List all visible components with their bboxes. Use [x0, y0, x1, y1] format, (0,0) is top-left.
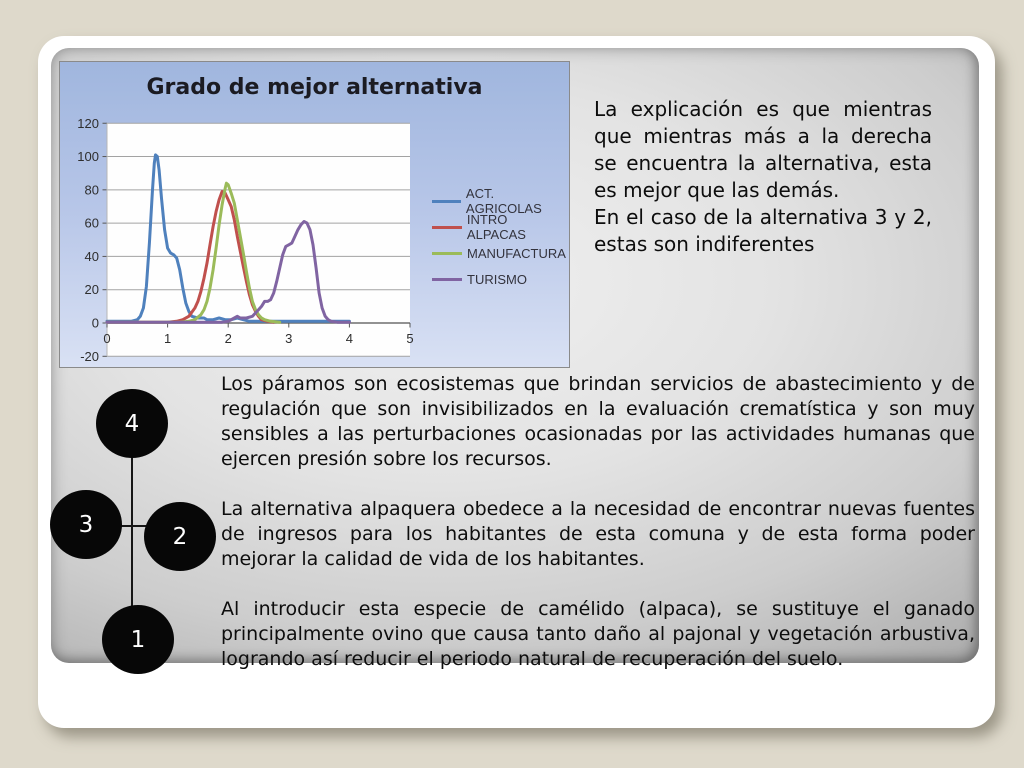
body-paragraph: Los páramos son ecosistemas que brindan servicios de abastecimiento y de regulación que son invisibilizados en la evaluación crematística y son muy sensibles a las perturbaciones ocasionadas por las actividades humanas que ejercen presión sobre los recursos. [221, 373, 975, 470]
diagram-node-label: 2 [172, 523, 188, 550]
y-tick-label: 0 [91, 315, 99, 331]
y-tick-label: 20 [84, 282, 99, 298]
y-tick-label: 40 [84, 248, 99, 264]
diagram-node-4 [96, 389, 168, 458]
y-tick-label: 120 [77, 115, 99, 131]
y-tick-label: 80 [84, 182, 99, 198]
explanation-paragraph: La explicación es que mientras que mientras más a la derecha se encuentra la alternativa, esta es mejor que las demás. [594, 97, 932, 202]
body-text-block [221, 372, 975, 697]
explanation-paragraph: En el caso de la alternativa 3 y 2, estas son indiferentes [594, 205, 932, 256]
legend-line-swatch [432, 278, 462, 281]
y-tick-label: 60 [84, 215, 99, 231]
legend-line-swatch [432, 226, 462, 229]
legend-item [432, 214, 569, 240]
x-tick-label: 3 [285, 331, 293, 346]
y-tick-label: -20 [80, 348, 99, 364]
diagram-node-label: 3 [78, 511, 94, 538]
legend-line-swatch [432, 252, 462, 255]
chart-legend [432, 188, 569, 292]
body-paragraph: La alternativa alpaquera obedece a la necesidad de encontrar nuevas fuentes de ingresos para los habitantes de esta comuna y de esta forma poder mejorar la calidad de vida de los habitantes. [221, 498, 975, 570]
x-tick-label: 1 [163, 331, 172, 346]
legend-line-swatch [432, 200, 461, 203]
x-tick-label: 4 [345, 331, 354, 346]
x-tick-label: 2 [224, 331, 232, 346]
line-chart [59, 61, 570, 368]
diagram-node-1 [102, 605, 174, 674]
diagram-node-3 [50, 490, 122, 559]
legend-label: INTRO ALPACAS [466, 212, 526, 242]
chart-title: Grado de mejor alternativa [146, 75, 483, 100]
diagram-node-label: 1 [130, 626, 146, 653]
diagram-connector-vertical [131, 456, 133, 607]
body-paragraph: Al introducir esta especie de camélido (alpaca), se sustituye el ganado principalmente ovino que causa tanto daño al pajonal y vegetación arbustiva, logrando así reducir el periodo natural de recuperación del suelo. [221, 598, 975, 670]
legend-label: MANUFACTURA [467, 245, 566, 261]
legend-label: TURISMO [467, 271, 527, 287]
x-tick-label: 0 [103, 331, 111, 346]
legend-item [432, 240, 569, 266]
x-tick-label: 5 [406, 331, 414, 346]
legend-item [432, 188, 569, 214]
diagram-node-2 [144, 502, 216, 571]
diagram-node-label: 4 [124, 410, 140, 437]
legend-item [432, 266, 569, 292]
legend-label: ACT. AGRICOLAS [465, 186, 542, 216]
y-tick-label: 100 [77, 149, 99, 165]
chart-explanation-text [594, 96, 932, 258]
